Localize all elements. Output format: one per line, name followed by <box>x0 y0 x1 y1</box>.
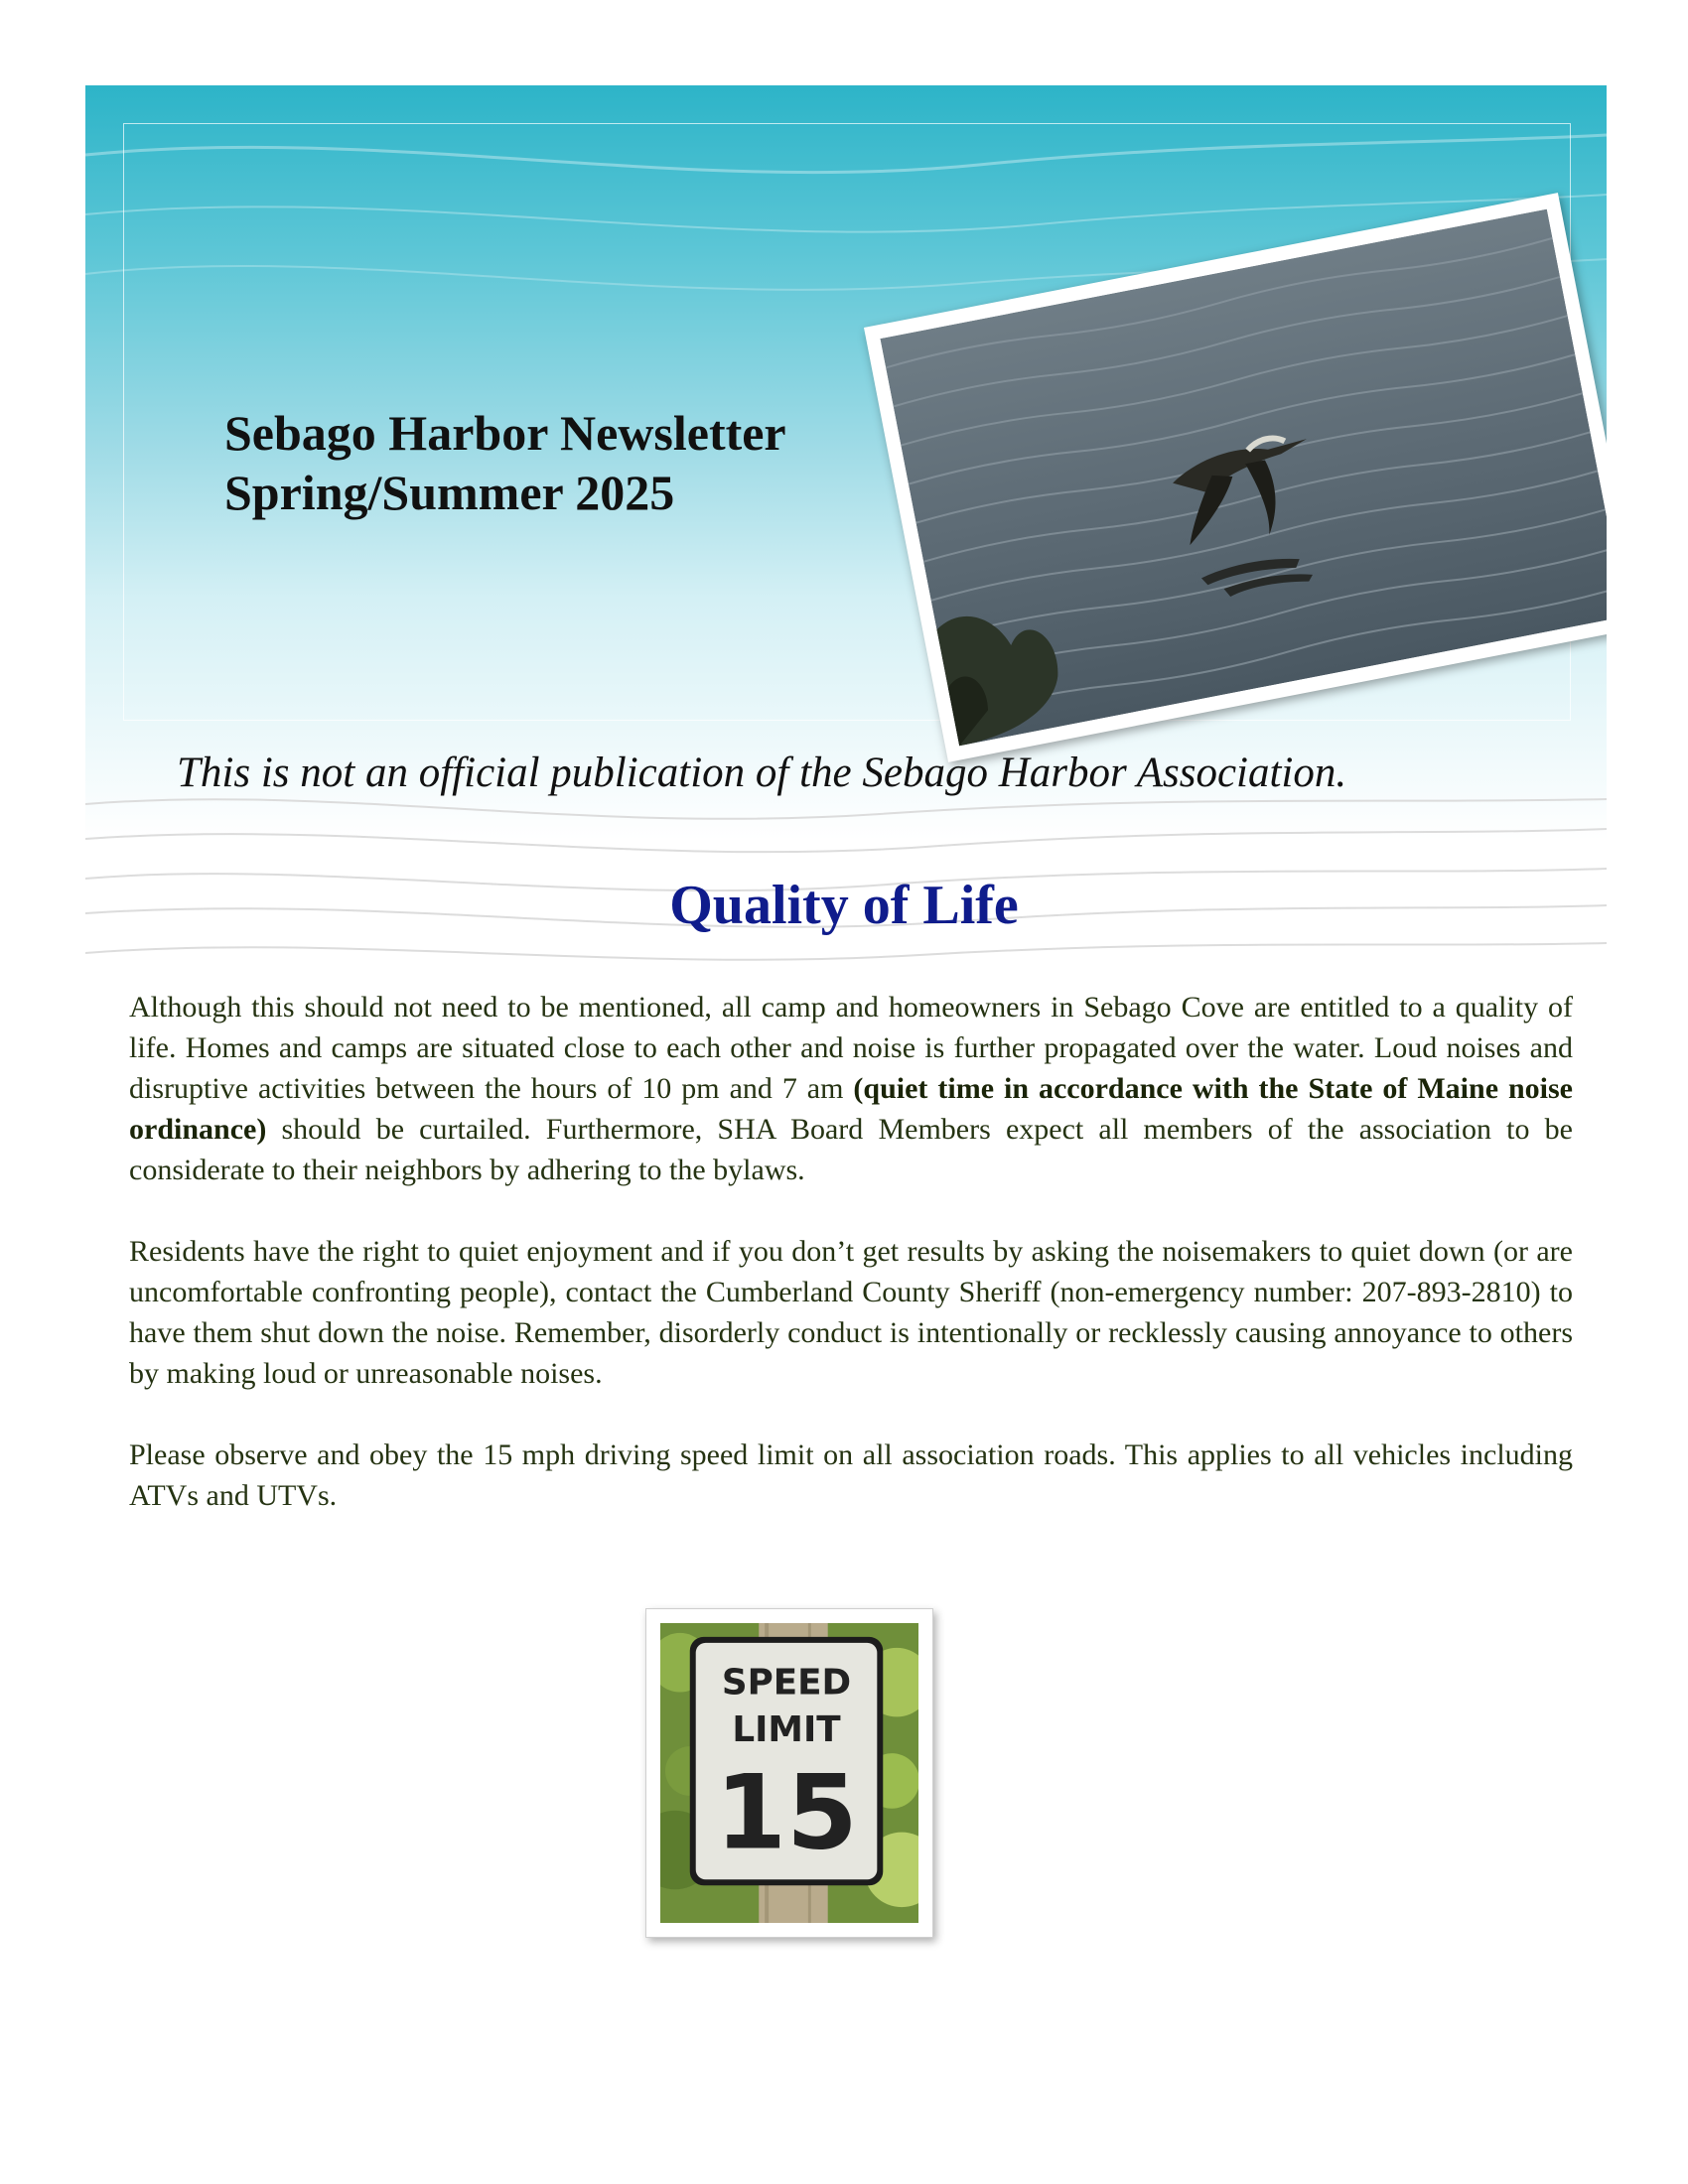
paragraph-quiet-time <box>129 987 1573 1190</box>
paragraph-1-text-a: Although this should not need to be mentioned, all camp and homeowners in Sebago Cove are entitled to a quality of life. Homes and camps are situated close to each other and noise is further propagated over the water. Loud noises and disruptive activities between the hours of 10 pm and 7 am <box>129 991 1573 1105</box>
sign-text-speed: SPEED <box>721 1662 852 1704</box>
paragraph-1-text-b: should be curtailed. Furthermore, SHA Board Members expect all members of the association to be considerate to their neighbors by adhering to the bylaws. <box>129 1113 1573 1186</box>
speed-limit-sign-image <box>660 1623 918 1923</box>
header-banner <box>85 85 1607 840</box>
paragraph-speed-limit: Please observe and obey the 15 mph driving speed limit on all association roads. This applies to all vehicles including ATVs and UTVs. <box>129 1438 1573 1512</box>
speed-limit-photo <box>645 1608 933 1938</box>
newsletter-title-line2: Spring/Summer 2025 <box>224 465 675 520</box>
paragraph-sheriff-contact: Residents have the right to quiet enjoyment and if you don’t get results by asking the noisemakers to quiet down (or are uncomfortable confronting people), contact the Cumberland County Sheriff (non-emergency number: 207-893-2810) to have them shut down the noise. Remember, disorderly conduct is intentionally or recklessly causing annoyance to others by making loud or unreasonable noises. <box>129 1235 1573 1390</box>
newsletter-title <box>224 403 786 522</box>
sign-text-number: 15 <box>715 1753 858 1873</box>
disclaimer-text: This is not an official publication of the Sebago Harbor Association. <box>177 750 1347 796</box>
sign-text-limit: LIMIT <box>732 1709 841 1751</box>
paragraph-1-bold: (quiet time in accordance with the State of Maine noise ordinance) <box>129 1072 1573 1146</box>
newsletter-title-line1: Sebago Harbor Newsletter <box>224 405 786 461</box>
article-body <box>129 987 1573 1516</box>
section-title-quality-of-life: Quality of Life <box>669 875 1019 936</box>
